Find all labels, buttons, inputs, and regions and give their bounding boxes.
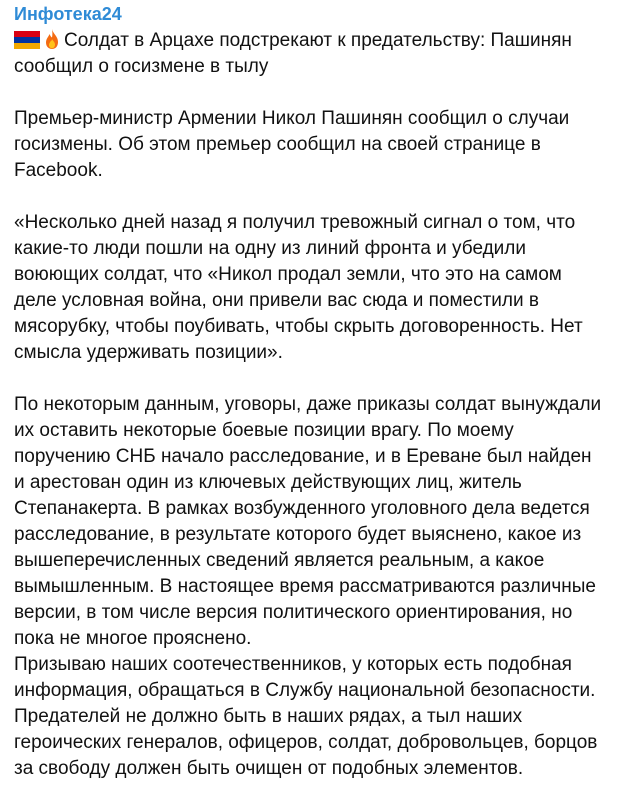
spacer (14, 366, 606, 392)
paragraph-quote: «Несколько дней назад я получил тревожный сигнал о том, что какие-то люди пошли на одну из линий фронта и убедили воюющих солдат, что «Никол продал земли, что это на самом деле условная война, они привели вас сюда и поместили в мясорубку, чтобы поубивать, чтобы скрыть договоренность. Нет смысла удерживать позиции». (14, 212, 583, 363)
spacer (14, 80, 606, 106)
paragraph-investigation: По некоторым данным, уговоры, даже приказы солдат вынуждали их оставить некоторые боевые позиции врагу. По моему поручению СНБ начало расследование, и в Ереване был найден и арестован один из ключевых действующих лиц, житель Степанакерта. В рамках возбужденного уголовного дела ведется расследование, в результате которого будет выяснено, какое из вышеперечисленных сведений является реальным, а какое вымышленным. В настоящее время рассматриваются различные версии, в том числе версия политического ориентирования, но пока не многое прояснено. (14, 394, 602, 649)
headline-text: Солдат в Арцахе подстрекают к предательству: Пашинян сообщил о госизмене в тылу (14, 30, 572, 77)
fire-icon (43, 28, 61, 50)
channel-name[interactable]: Инфотека24 (14, 4, 122, 24)
armenia-flag-icon (14, 31, 40, 49)
paragraph-appeal: Призываю наших соотечественников, у которых есть подобная информация, обращаться в Службу национальной безопасности. Предателей не должно быть в наших рядах, а тыл наших героических генералов, офицеров, солдат, добровольцев, борцов за свободу должен быть очищен от подобных элементов. (14, 654, 598, 779)
spacer (14, 184, 606, 210)
post-headline (14, 28, 606, 80)
paragraph-intro: Премьер-министр Армении Никол Пашинян сообщил о случаи госизмены. Об этом премьер сообщил на своей странице в Facebook. (14, 108, 570, 181)
